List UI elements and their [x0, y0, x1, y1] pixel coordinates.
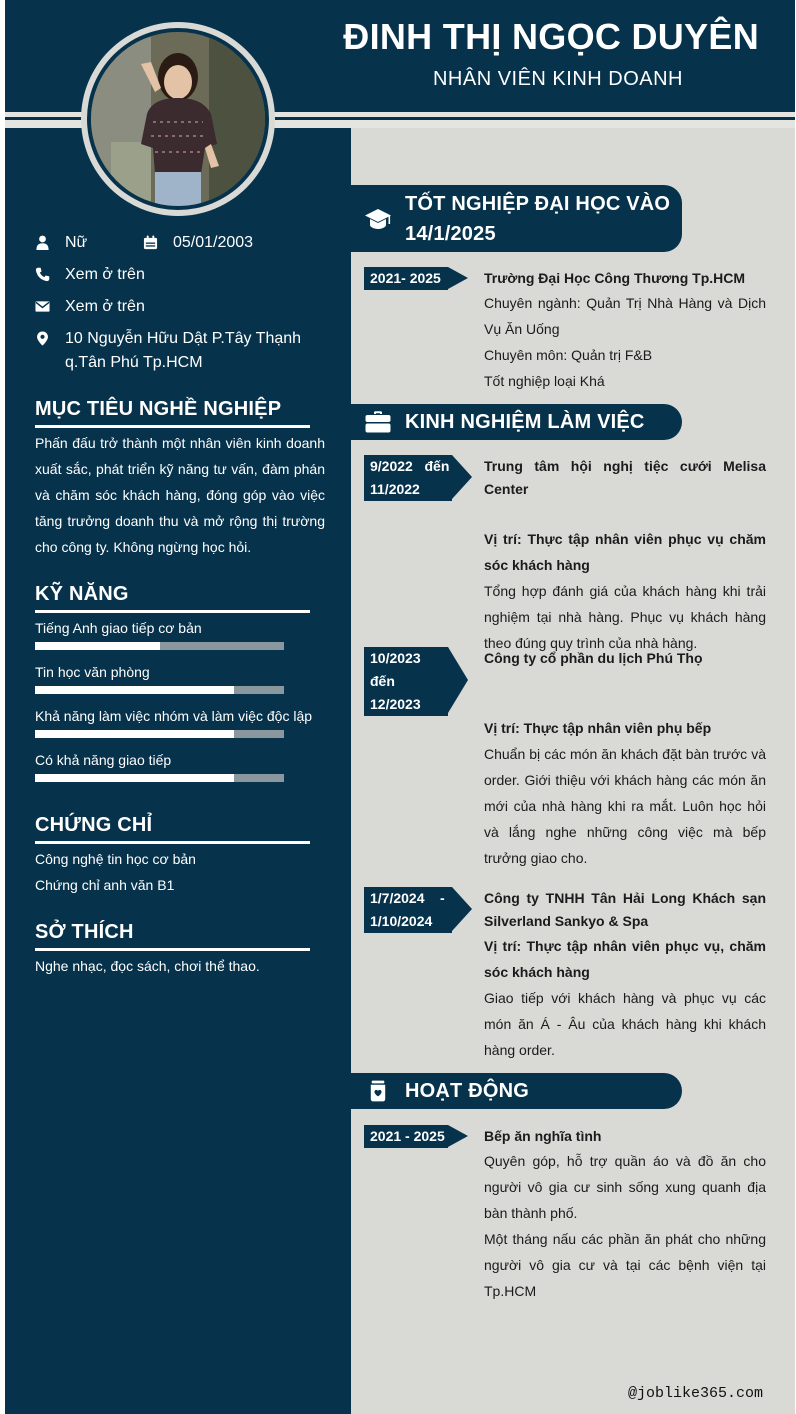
address-row — [35, 327, 335, 375]
activity-title: Bếp ăn nghĩa tình — [484, 1128, 602, 1144]
activity-line: Quyên góp, hỗ trợ quần áo và đồ ăn cho người vô gia cư sinh sống xung quanh địa bàn thành phố. — [484, 1153, 766, 1221]
skill-item — [35, 750, 315, 782]
date-line: 12/2023 — [370, 696, 421, 712]
activities-heading: HOẠT ĐỘNG — [405, 1080, 530, 1102]
certificates-heading: CHỨNG CHỈ — [35, 814, 310, 844]
education-date-tag: 2021- 2025 — [364, 267, 448, 290]
skill-label: Tin học văn phòng — [35, 664, 150, 680]
activity-entry — [484, 1125, 766, 1304]
company-name: Công ty cổ phần du lịch Phú Thọ — [484, 650, 703, 666]
job-role: Vị trí: Thực tập nhân viên phục vụ chăm sóc khách hàng — [484, 531, 766, 573]
calendar-icon — [143, 231, 173, 250]
skill-item — [35, 618, 315, 650]
graduation-cap-icon — [351, 208, 405, 230]
location-icon — [35, 327, 65, 346]
skills-heading: KỸ NĂNG — [35, 583, 310, 613]
certificate-item: Chứng chỉ anh văn B1 — [35, 877, 175, 893]
date-line: đến — [370, 673, 395, 689]
experience-heading: KINH NGHIỆM LÀM VIỆC — [405, 411, 645, 433]
gender-value: Nữ — [65, 234, 88, 251]
skill-label: Tiếng Anh giao tiếp cơ bản — [35, 620, 202, 636]
skill-label: Có khả năng giao tiếp — [35, 752, 172, 768]
skill-bar-track — [35, 686, 284, 694]
phone-row — [35, 263, 145, 287]
experience-date-tag — [364, 647, 448, 716]
skill-bar-fill — [35, 686, 234, 694]
resume-page — [5, 0, 795, 1414]
activities-heading-bar — [351, 1073, 682, 1109]
skill-item — [35, 662, 315, 694]
avatar-photo — [91, 32, 265, 206]
objective-text: Phấn đấu trở thành một nhân viên kinh doanh xuất sắc, phát triển kỹ năng tư vấn, đàm phán và chăm sóc khách hàng, đóng góp vào việc tăng trưởng doanh thu và mở rộng thị trường cho công ty. Không ngừng học hỏi. — [35, 435, 325, 555]
job-description: Chuẩn bị các món ăn khách đặt bàn trước và order. Giới thiệu với khách hàng các món ăn mới của nhà hàng khi ra mắt. Luôn học hỏi và lắng nghe những công việc mà bếp trưởng giao cho. — [484, 746, 766, 866]
experience-entry — [484, 887, 766, 1063]
candidate-title: NHÂN VIÊN KINH DOANH — [432, 68, 683, 90]
job-description: Tổng hợp đánh giá của khách hàng khi trải nghiệm tại nhà hàng. Phục vụ khách hàng theo đúng quy trình của nhà hàng. — [484, 583, 766, 651]
hobbies-text: Nghe nhạc, đọc sách, chơi thể thao. — [35, 958, 260, 974]
mail-icon — [35, 295, 65, 314]
email-value: Xem ở trên — [65, 298, 145, 315]
objective-heading: MỤC TIÊU NGHỀ NGHIỆP — [35, 398, 310, 428]
birthday-row — [143, 231, 253, 255]
education-heading-line2: 14/1/2025 — [405, 222, 496, 245]
email-row — [35, 295, 145, 319]
skill-bar-fill — [35, 642, 160, 650]
skill-bar-track — [35, 774, 284, 782]
experience-date-tag — [364, 887, 452, 933]
education-heading-bar — [351, 185, 682, 252]
company-name: Trung tâm hội nghị tiệc cưới Melisa Center — [484, 458, 766, 497]
activity-line: Một tháng nấu các phần ăn phát cho những người vô gia cư và tại các bệnh viện tại Tp.HCM — [484, 1231, 766, 1299]
education-entry — [484, 267, 766, 394]
job-role: Vị trí: Thực tập nhân viên phụ bếp — [484, 720, 712, 736]
hobbies-heading: SỞ THÍCH — [35, 921, 310, 951]
experience-heading-bar — [351, 404, 682, 440]
skill-bar-fill — [35, 730, 234, 738]
skill-item — [35, 706, 335, 738]
birthday-value: 05/01/2003 — [173, 234, 254, 251]
experience-entry — [484, 647, 766, 871]
education-heading-line1: TỐT NGHIỆP ĐẠI HỌC VÀO — [405, 192, 671, 215]
sidebar — [5, 128, 351, 1414]
date-line: 10/2023 — [370, 650, 421, 666]
education-line: Tốt nghiệp loại Khá — [484, 373, 605, 389]
skill-bar-track — [35, 730, 284, 738]
date-line: 1/10/2024 — [370, 913, 433, 929]
user-icon — [35, 231, 65, 250]
phone-icon — [35, 263, 65, 282]
footer-watermark: @joblike365.com — [627, 1385, 763, 1402]
job-role: Vị trí: Thực tập nhân viên phục vụ, chăm sóc khách hàng — [484, 938, 766, 980]
phone-value: Xem ở trên — [65, 266, 145, 283]
date-line: 11/2022 — [370, 481, 420, 497]
activity-date-tag: 2021 - 2025 — [364, 1125, 448, 1148]
education-line: Chuyên ngành: Quản Trị Nhà Hàng và Dịch Vụ Ăn Uống — [484, 295, 766, 337]
avatar — [91, 32, 265, 206]
certificate-item: Công nghệ tin học cơ bản — [35, 851, 196, 867]
education-line: Chuyên môn: Quản trị F&B — [484, 347, 653, 363]
experience-entry — [484, 455, 766, 656]
school-name: Trường Đại Học Công Thương Tp.HCM — [484, 270, 746, 286]
experience-date-tag — [364, 455, 452, 501]
address-value: 10 Nguyễn Hữu Dật P.Tây Thạnh q.Tân Phú Tp.HCM — [65, 330, 302, 371]
skill-label: Khả năng làm việc nhóm và làm việc độc lập — [35, 708, 313, 724]
job-description: Giao tiếp với khách hàng và phục vụ các món ăn Á - Âu của khách hàng khi khách hàng order. — [484, 990, 766, 1058]
skill-bar-track — [35, 642, 284, 650]
date-line: 9/2022 đến — [370, 458, 450, 474]
donation-jar-icon — [351, 1080, 405, 1102]
candidate-name: ĐINH THỊ NGỌC DUYÊN — [343, 16, 759, 57]
date-line: 1/7/2024 - — [370, 890, 445, 906]
briefcase-icon — [351, 411, 405, 433]
skill-bar-fill — [35, 774, 234, 782]
company-name: Công ty TNHH Tân Hải Long Khách sạn Silverland Sankyo & Spa — [484, 890, 766, 929]
gender-row — [35, 231, 87, 255]
education-heading — [405, 189, 670, 249]
